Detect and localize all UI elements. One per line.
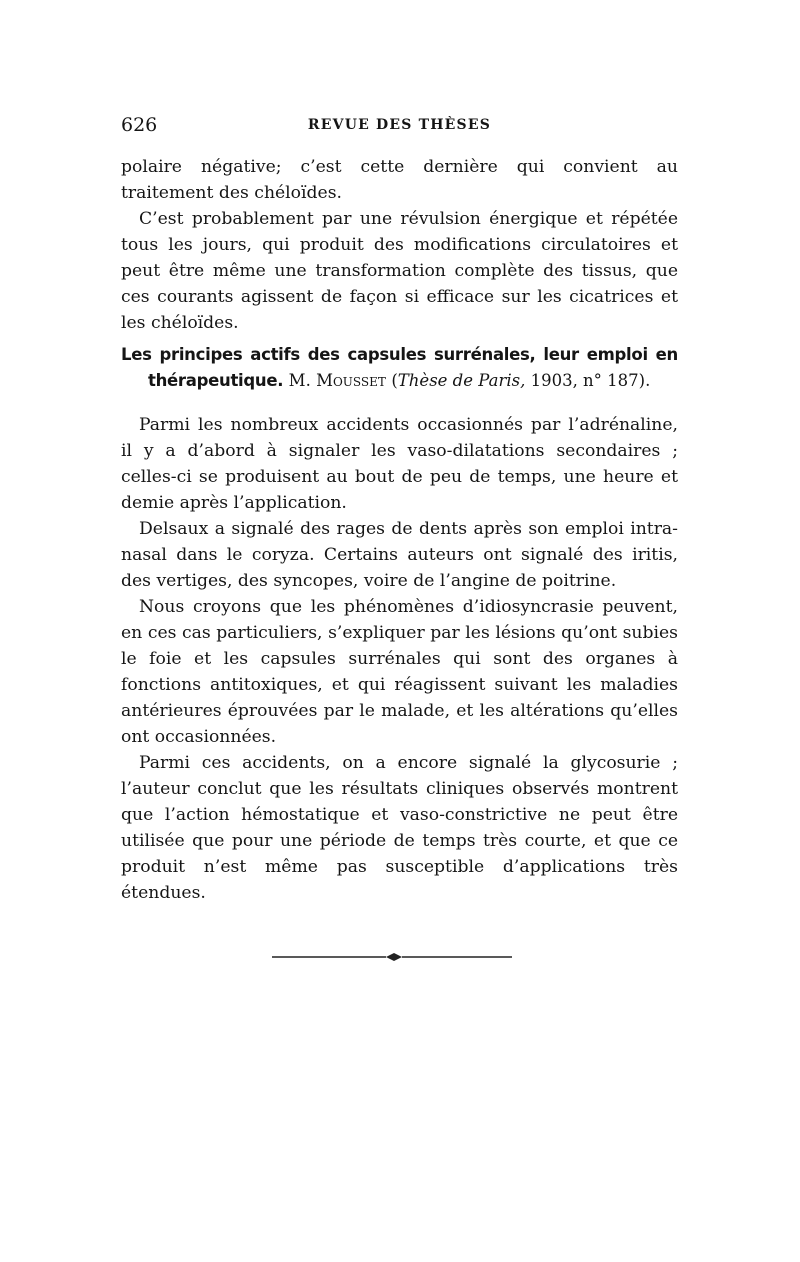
article-title-end: thérapeutique. xyxy=(148,371,284,390)
article-title: Les principes actifs des capsules surrénales, leur emploi en xyxy=(121,345,678,364)
article-body xyxy=(121,412,678,906)
page-number: 626 xyxy=(121,114,158,136)
author-name: Mousset xyxy=(316,371,386,390)
citation-open: ( xyxy=(391,371,398,390)
paragraph: Delsaux a signalé des rages de dents après son emploi intra-nasal dans le coryza. Certains auteurs ont signalé des iritis, des vertiges, des syncopes, voire de l’angine de poitrine. xyxy=(121,519,678,591)
author xyxy=(289,371,386,390)
author-initial: M. xyxy=(288,371,311,390)
article-title-continued xyxy=(121,368,678,394)
paragraph: Parmi les nombreux accidents occasionnés par l’adrénaline, il y a d’abord à signaler les vaso-dilatations secondaires ; celles-ci se produisent au bout de peu de temps, une heure et demie après l’application. xyxy=(121,415,678,513)
paragraph: C’est probablement par une révulsion énergique et répétée tous les jours, qui produit des modifications circulatoires et peut être même une transformation complète des tissus, que ces courants agissent de façon si efficace sur les cicatrices et les chéloïdes. xyxy=(121,209,678,333)
citation-source: Thèse de Paris, xyxy=(397,371,526,390)
running-title: REVUE DES THÈSES xyxy=(307,117,492,133)
article-heading xyxy=(121,342,678,394)
page-header xyxy=(121,114,678,138)
previous-article-continuation xyxy=(121,154,678,336)
paragraph: polaire négative; c’est cette dernière qui convient au traitement des chéloïdes. xyxy=(121,157,678,203)
citation-details: 1903, n° 187). xyxy=(525,371,651,390)
citation xyxy=(391,371,650,390)
paragraph: Nous croyons que les phénomènes d’idiosyncrasie peuvent, en ces cas particuliers, s’expliquer par les lésions qu’ont subies le foie et les capsules surrénales qui sont des organes à fonctions antitoxiques, et qui réagissent suivant les maladies antérieures éprouvées par le malade, et les altérations qu’elles ont occasionnées. xyxy=(121,597,678,747)
end-ornament xyxy=(272,950,512,964)
paragraph: Parmi ces accidents, on a encore signalé la glycosurie ; l’auteur conclut que les résultats cliniques observés montrent que l’action hémostatique et vaso-constrictive ne peut être utilisée que pour une période de temps très courte, et que ce produit n’est même pas susceptible d’applications très étendues. xyxy=(121,753,678,903)
